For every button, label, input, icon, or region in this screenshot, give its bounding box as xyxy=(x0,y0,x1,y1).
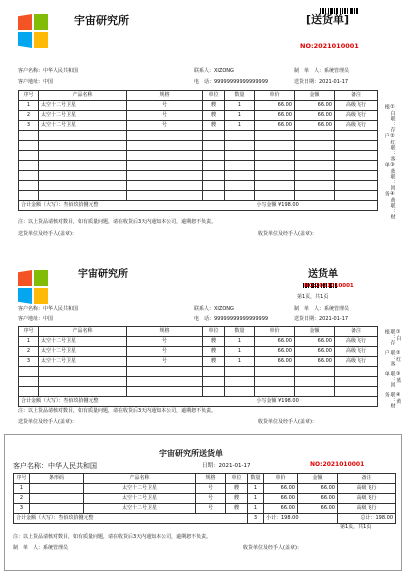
table-row: 2 太空十二号卫星 号 艘 1 66.00 66.00 高级飞行 xyxy=(19,347,378,357)
column-header: 单价 xyxy=(255,91,295,101)
table-row-empty xyxy=(19,191,378,201)
table-row: 2 太空十二号卫星 号 艘 1 66.00 66.00 高级飞行 xyxy=(19,111,378,121)
table-row-empty xyxy=(19,377,378,387)
items-table xyxy=(18,90,378,211)
column-header: 条形码 xyxy=(30,474,84,484)
sender-signature: 送货单位及经手人(盖章)： xyxy=(18,231,77,237)
delivery-date: 送货日期：2021-01-17 xyxy=(294,316,349,322)
delivery-note-sheet-2 xyxy=(4,257,402,429)
receiver-signature: 收货单位及经手人(盖章)： xyxy=(243,545,302,551)
column-header: 备注 xyxy=(338,474,396,484)
total-small: 小写金额 ¥198.00 xyxy=(255,201,378,211)
table-row-empty xyxy=(19,171,378,181)
receiver-signature: 收货单位及经手人(盖章)： xyxy=(258,231,317,237)
phone-number: 电 话：99999999999999999 xyxy=(194,316,269,322)
table-header-row xyxy=(19,327,378,337)
column-header: 序号 xyxy=(19,91,39,101)
total-quantity: 3 xyxy=(248,514,264,524)
column-header: 备注 xyxy=(335,91,378,101)
column-header: 单位 xyxy=(203,327,225,337)
table-row: 2 太空十二号卫星 号 艘 1 66.00 66.00 高级飞行 xyxy=(14,494,396,504)
column-header: 单位 xyxy=(226,474,248,484)
table-row-empty xyxy=(19,161,378,171)
column-header: 单价 xyxy=(264,474,298,484)
phone-number: 电 话：99999999999999999 xyxy=(194,79,269,85)
table-row-empty xyxy=(19,181,378,191)
table-row: 3 太空十二号卫星 号 艘 1 66.00 66.00 高级飞行 xyxy=(19,121,378,131)
table-row-empty xyxy=(19,141,378,151)
windows-logo-icon xyxy=(18,270,48,304)
delivery-date: 日期：2021-01-17 xyxy=(202,463,251,469)
column-header: 备注 xyxy=(335,327,378,337)
column-header: 规格 xyxy=(127,91,203,101)
total-in-words: 合计金额（大写）：叁佰玖拾捌元整 xyxy=(14,514,248,524)
document-maker: 制 单 人：系统管理员 xyxy=(13,545,69,551)
customer-name: 客户名称：中华人民共和国 xyxy=(18,306,79,312)
total-in-words: 合计金额（大写）：叁佰玖拾捌元整 xyxy=(19,397,255,407)
total-row xyxy=(19,397,378,407)
column-header: 产品名称 xyxy=(39,327,127,337)
table-row: 1 太空十二号卫星 号 艘 1 66.00 66.00 高级飞行 xyxy=(14,484,396,494)
delivery-date: 送货日期：2021-01-17 xyxy=(294,79,349,85)
total-in-words: 合计金额（大写）：叁佰玖拾捌元整 xyxy=(19,201,255,211)
copy-colors-legend: ①白联：存根 ②红联：客户 ③蓝联：回单 ④黄联：财务 xyxy=(383,329,402,409)
contact-person: 联系人：XIZONG xyxy=(194,306,234,312)
receiver-signature: 收货单位及经手人(盖章)： xyxy=(258,419,317,425)
column-header: 序号 xyxy=(19,327,39,337)
column-header: 数量 xyxy=(248,474,264,484)
table-row: 1 太空十二号卫星 号 艘 1 66.00 66.00 高级飞行 xyxy=(19,337,378,347)
delivery-note-sheet-1 xyxy=(4,6,402,241)
table-row-empty xyxy=(19,151,378,161)
document-maker: 制 单 人：系统管理员 xyxy=(294,306,350,312)
document-maker: 制 单 人：系统管理员 xyxy=(294,68,350,74)
contact-person: 联系人：XIZONG xyxy=(194,68,234,74)
notice-text: 注：以上货品请核对数目，如有质量问题，请在收货后3天内通知本公司，逾期恕不负责。 xyxy=(18,219,217,225)
column-header: 数量 xyxy=(225,327,255,337)
table-row: 1 太空十二号卫星 号 艘 1 66.00 66.00 高级飞行 xyxy=(19,101,378,111)
company-name: 宇宙研究所 xyxy=(78,269,128,280)
notice-text: 注：以上货品请核对数目，如有质量问题，请在收货后3天内通知本公司，逾期恕不负责。 xyxy=(18,408,217,414)
table-row-empty xyxy=(19,387,378,397)
column-header: 规格 xyxy=(127,327,203,337)
column-header: 规格 xyxy=(196,474,226,484)
items-table xyxy=(18,326,378,407)
table-header-row xyxy=(19,91,378,101)
table-row: 3 太空十二号卫星 号 艘 1 66.00 66.00 高级飞行 xyxy=(14,504,396,514)
document-title: [送货单] xyxy=(306,13,350,26)
column-header: 数量 xyxy=(225,91,255,101)
column-header: 产品名称 xyxy=(39,91,127,101)
page-indicator: 第1页，共1页 xyxy=(340,524,372,530)
document-title: 送货单 xyxy=(308,269,338,280)
document-number: NO:2021010001 xyxy=(300,42,359,50)
document-title: 宇宙研究所送货单 xyxy=(159,449,223,458)
notice-text: 注：以上货品请核对数目，如有质量问题，请在收货后3天内通知本公司，逾期恕不负责。 xyxy=(13,534,212,540)
column-header: 金额 xyxy=(295,327,335,337)
document-number: NO:2021010001 xyxy=(304,283,354,289)
customer-address: 客户地址：中国 xyxy=(18,316,54,322)
customer-name: 客户名称：中华人民共和国 xyxy=(18,68,79,74)
column-header: 产品名称 xyxy=(84,474,196,484)
items-table xyxy=(13,473,396,524)
subtotal: 小计：198.00 xyxy=(264,514,338,524)
copy-colors-legend: ①白联：存根 ②红联：客户 ③蓝联：回单 ④黄联：财务 xyxy=(383,104,396,220)
table-row-empty xyxy=(19,367,378,377)
document-number: NO:2021010001 xyxy=(310,461,365,468)
total-row xyxy=(19,201,378,211)
delivery-note-sheet-3 xyxy=(4,434,402,571)
total-small: 小写金额 ¥198.00 xyxy=(255,397,378,407)
windows-logo-icon xyxy=(18,14,48,48)
table-header-row xyxy=(14,474,396,484)
column-header: 单价 xyxy=(255,327,295,337)
customer-name: 客户名称：中华人民共和国 xyxy=(13,462,97,470)
page-indicator: 第1页，共1页 xyxy=(297,294,329,300)
column-header: 金额 xyxy=(298,474,338,484)
column-header: 金额 xyxy=(295,91,335,101)
column-header: 序号 xyxy=(14,474,30,484)
grand-total: 总计：198.00 xyxy=(338,514,396,524)
customer-address: 客户地址：中国 xyxy=(18,79,54,85)
sender-signature: 送货单位及经手人(盖章)： xyxy=(18,419,77,425)
table-row: 3 太空十二号卫星 号 艘 1 66.00 66.00 高级飞行 xyxy=(19,357,378,367)
company-name: 宇宙研究所 xyxy=(74,14,129,27)
total-row xyxy=(14,514,396,524)
column-header: 单位 xyxy=(203,91,225,101)
table-row-empty xyxy=(19,131,378,141)
